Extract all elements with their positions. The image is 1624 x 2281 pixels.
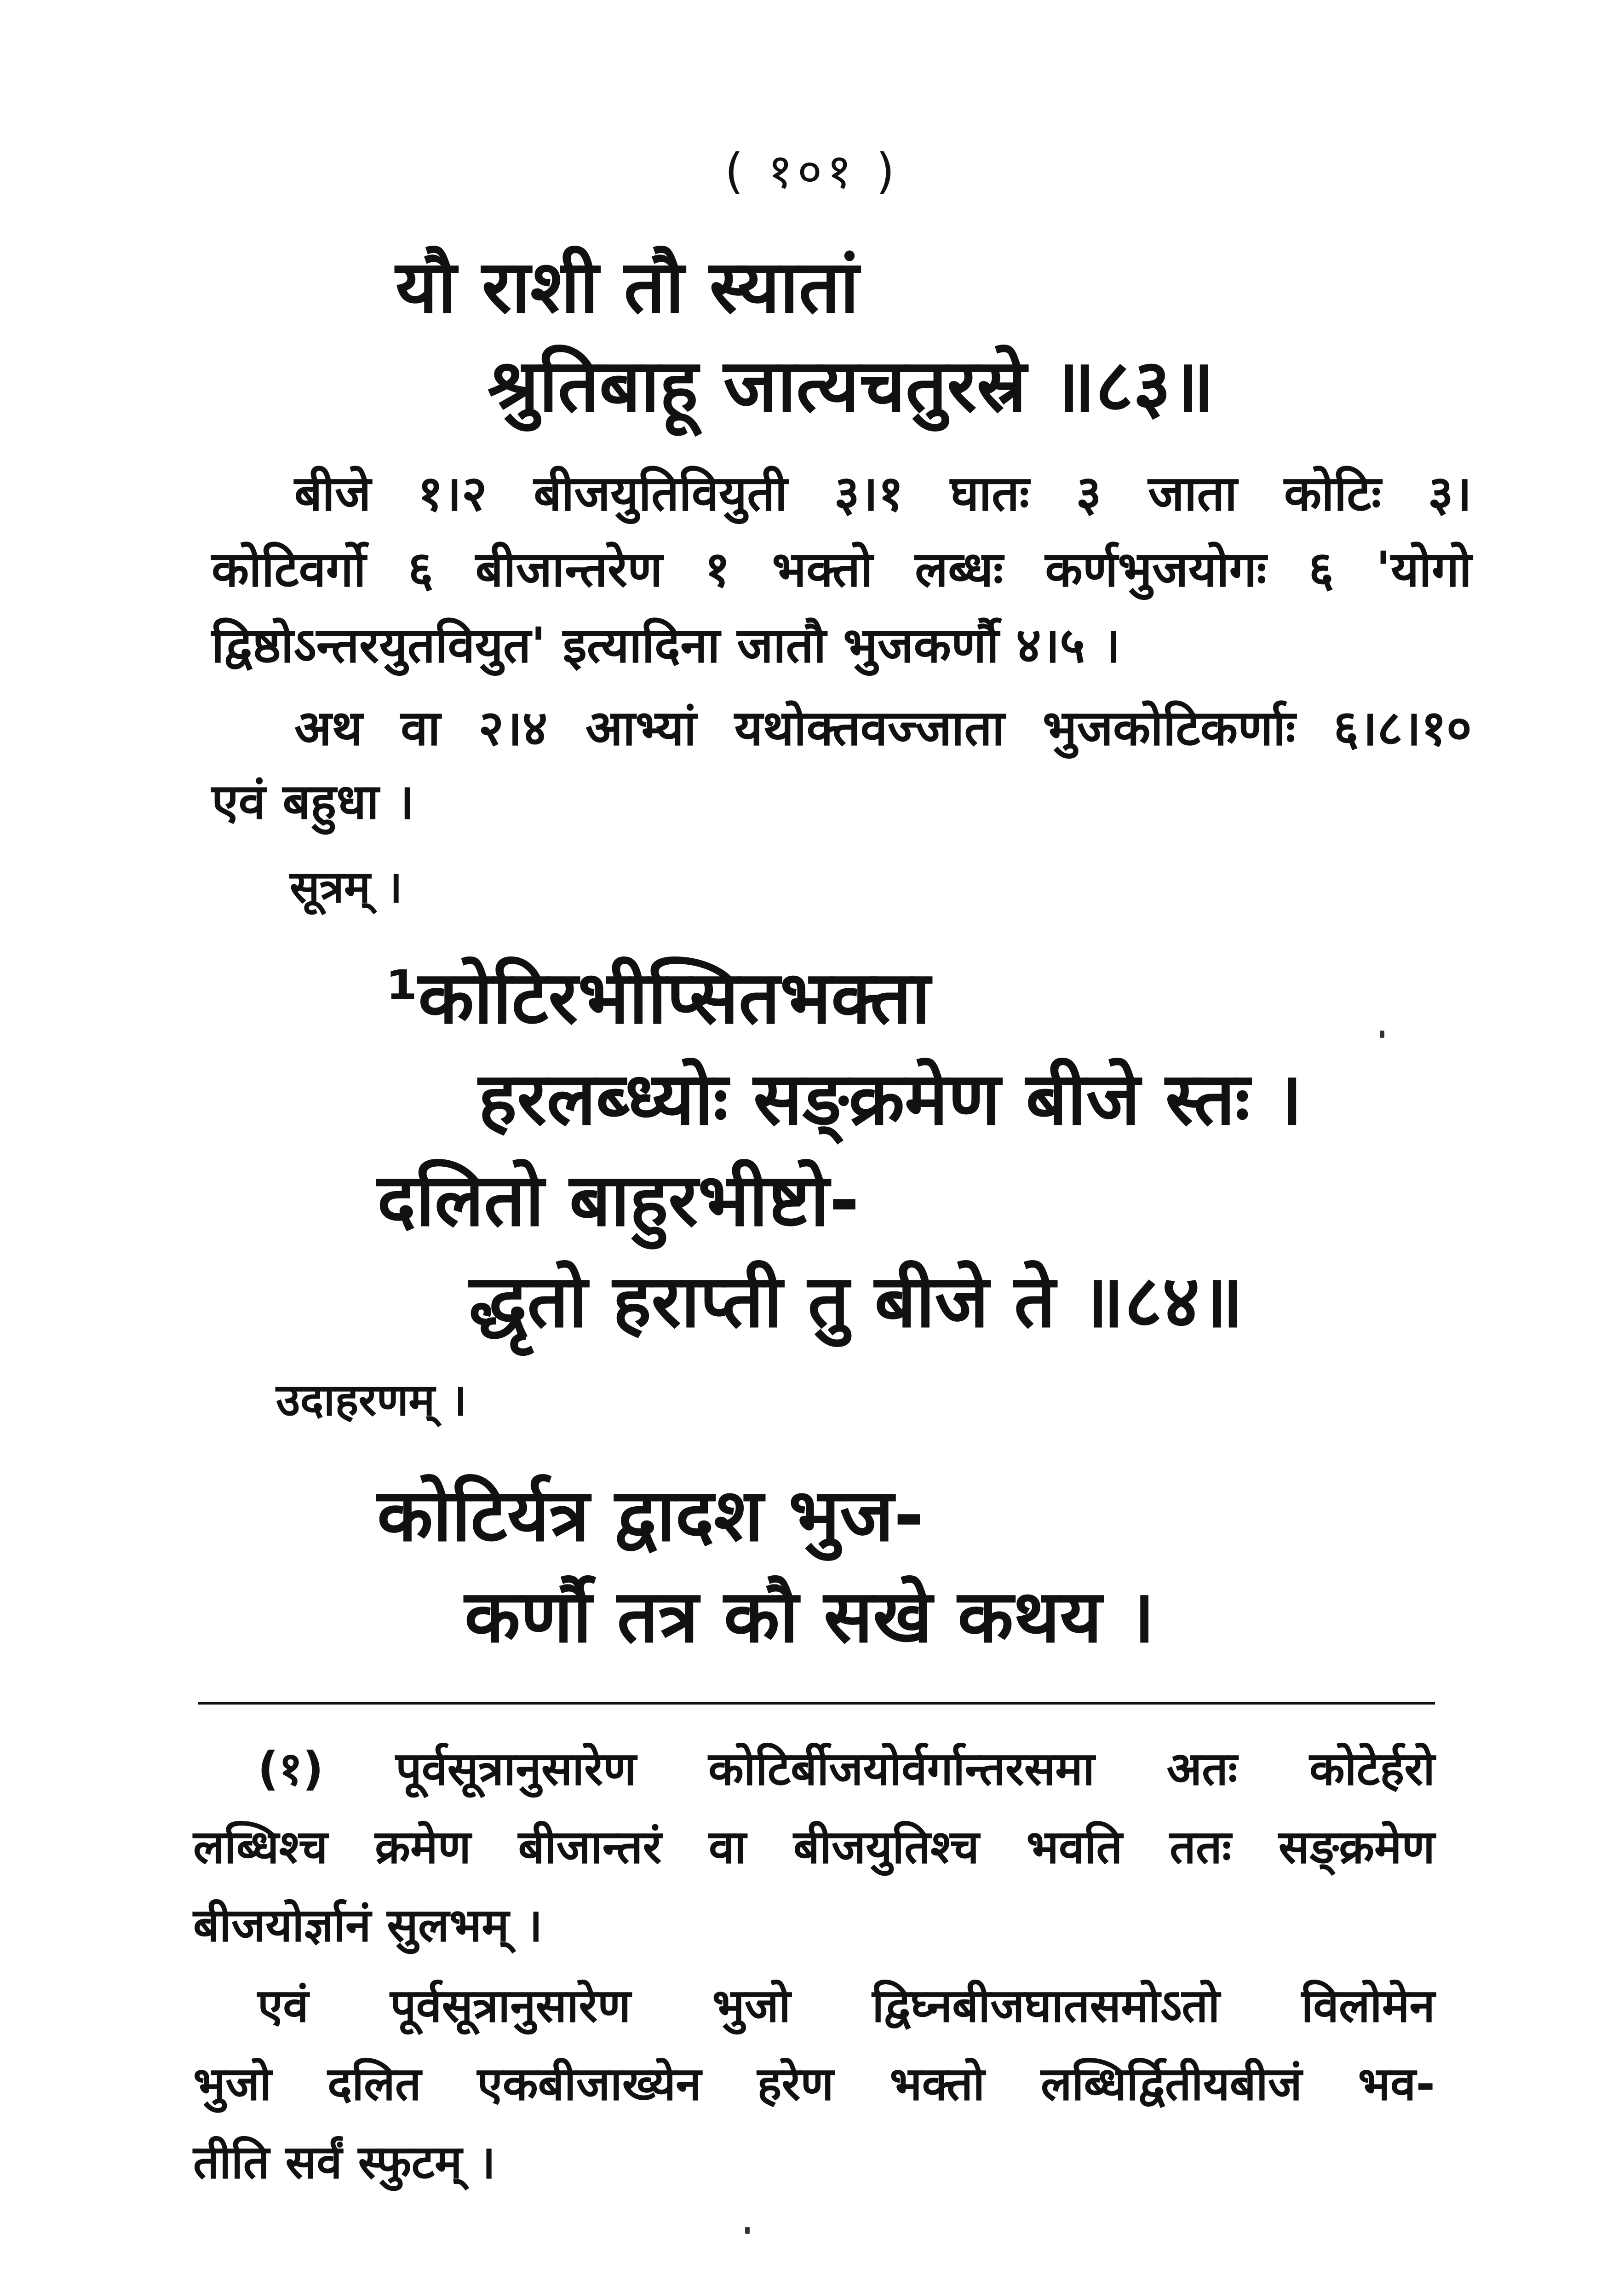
udaharana-label: उदाहरणम् । bbox=[276, 1374, 467, 1426]
scan-speck bbox=[745, 2227, 750, 2234]
verse-84-line-4: द्धृतो हराप्ती तु बीजे ते ॥८४॥ bbox=[469, 1259, 1244, 1344]
verse-83-line-1: यौ राशी तौ स्यातां bbox=[396, 245, 859, 329]
page-number: ( १०१ ) bbox=[724, 143, 900, 199]
footnote-1-line-1: (१) पूर्वसूत्रानुसारेण कोटिर्बीजयोर्वर्गान्तरसमा अतः कोटेर्हरो bbox=[258, 1742, 1435, 1796]
scan-speck bbox=[1380, 1031, 1384, 1038]
commentary-83-line-2: कोटिवर्गो ६ बीजान्तरेण १ भक्तो लब्धः कर्णभुजयोगः ६ 'योगो bbox=[212, 541, 1472, 598]
footnote-separator bbox=[198, 1702, 1435, 1705]
example-verse-line-1: कोटिर्यत्र द्वादश भुज- bbox=[377, 1473, 924, 1558]
commentary-83-line-3: द्विष्ठोऽन्तरयुतवियुत' इत्यादिना जातौ भुजकर्णौ ४।५ । bbox=[212, 617, 1121, 674]
footnote-1-line-3: बीजयोर्ज्ञानं सुलभम् । bbox=[193, 1898, 543, 1952]
footnote-1-line-2: लब्धिश्च क्रमेण बीजान्तरं वा बीजयुतिश्च भवति ततः सङ्क्रमेण bbox=[193, 1820, 1435, 1874]
footnote-2-line-1: एवं पूर्वसूत्रानुसारेण भुजो द्विघ्नबीजघातसमोऽतो विलोमेन bbox=[258, 1979, 1435, 2033]
commentary-alt-line-2: एवं बहुधा । bbox=[212, 773, 414, 830]
verse-84-line-1: ¹कोटिरभीप्सितभक्ता bbox=[386, 956, 930, 1040]
verse-84-line-3: दलितो बाहुरभीष्टो- bbox=[377, 1158, 860, 1243]
verse-84-line-2: हरलब्ध्योः सङ्क्रमेण बीजे स्तः । bbox=[478, 1057, 1303, 1141]
sutra-label: सूत्रम् । bbox=[290, 861, 403, 913]
verse-83-line-2: श्रुतिबाहू जात्यचतुरस्रे ॥८३॥ bbox=[488, 344, 1215, 428]
commentary-83-line-1: बीजे १।२ बीजयुतिवियुती ३।१ घातः ३ जाता कोटिः ३। bbox=[294, 465, 1472, 522]
footnote-2-line-2: भुजो दलित एकबीजाख्येन हरेण भक्तो लब्धिर्द्वितीयबीजं भव- bbox=[193, 2057, 1435, 2111]
commentary-alt-line-1: अथ वा २।४ आभ्यां यथोक्तवज्जाता भुजकोटिकर्णाः ६।८।१० bbox=[294, 700, 1472, 756]
example-verse-line-2: कर्णौ तत्र कौ सखे कथय । bbox=[465, 1574, 1155, 1659]
footnote-2-line-3: तीति सर्वं स्फुटम् । bbox=[193, 2135, 496, 2189]
